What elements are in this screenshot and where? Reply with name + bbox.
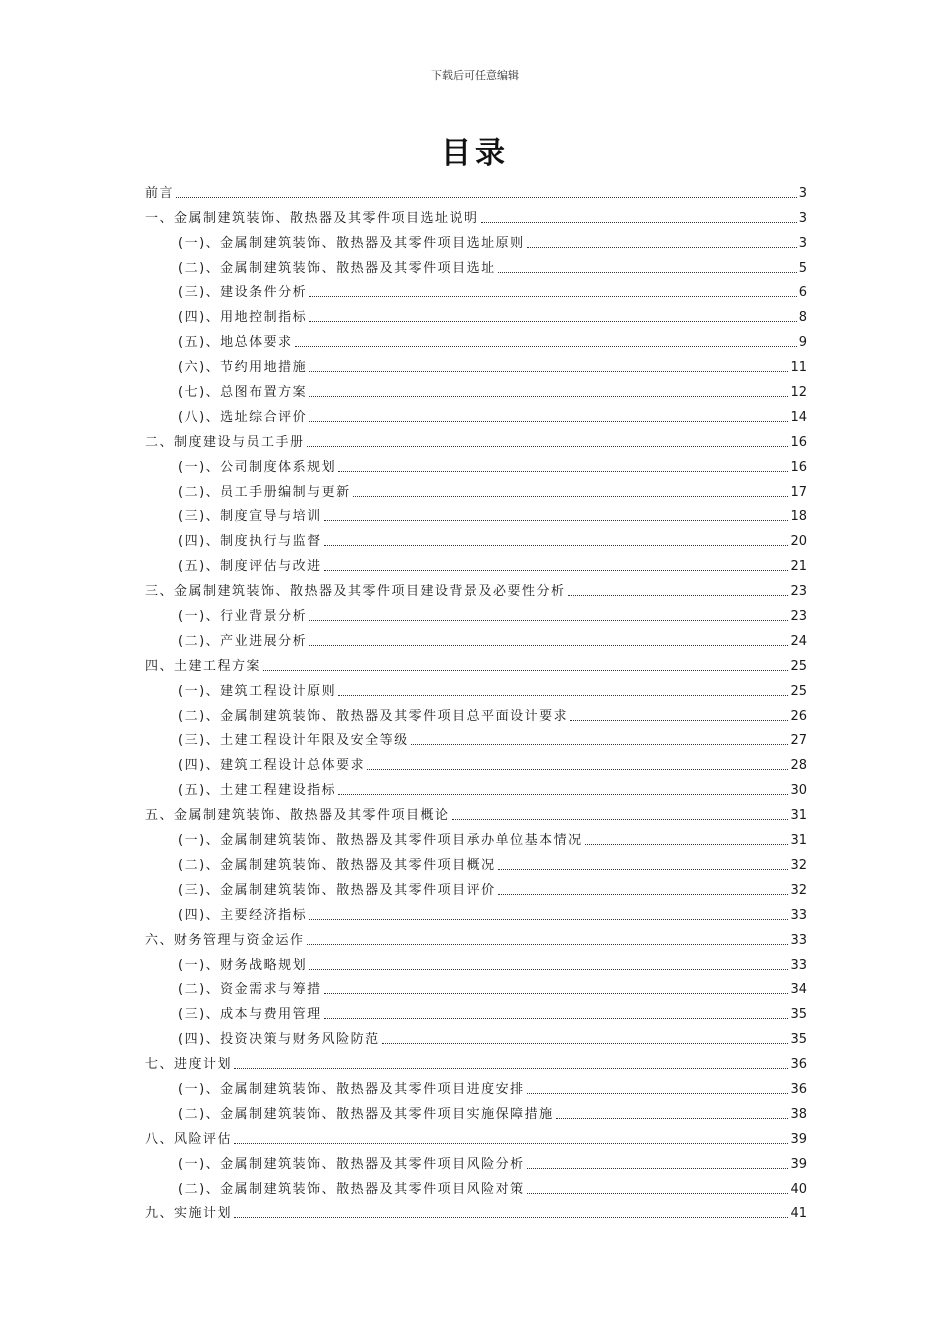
- toc-dot-leader: [234, 1203, 788, 1218]
- toc-entry-page: 39: [790, 1156, 807, 1172]
- toc-entry-page: 33: [790, 932, 807, 948]
- page-title: 目录: [441, 136, 509, 171]
- toc-entry-title: (二)、金属制建筑装饰、散热器及其零件项目选址: [178, 260, 496, 276]
- toc-dot-leader: [309, 357, 788, 372]
- toc-entry-title: (一)、行业背景分析: [178, 609, 308, 625]
- toc-entry-page: 41: [790, 1206, 807, 1222]
- header-note: 下载后可任意编辑: [431, 69, 519, 82]
- toc-entry-page: 6: [798, 285, 807, 301]
- toc-entry[interactable]: [145, 798, 807, 823]
- toc-entry-page: 33: [790, 907, 807, 923]
- table-of-contents: [145, 176, 807, 1221]
- toc-dot-leader: [324, 1004, 789, 1019]
- toc-entry[interactable]: [145, 325, 807, 350]
- toc-entry-title: (四)、主要经济指标: [178, 907, 308, 923]
- toc-entry-page: 33: [790, 957, 807, 973]
- toc-entry-title: (七)、总图布置方案: [178, 385, 308, 401]
- toc-dot-leader: [263, 656, 788, 671]
- toc-entry[interactable]: [145, 674, 807, 699]
- toc-entry[interactable]: [145, 1047, 807, 1072]
- toc-dot-leader: [307, 930, 789, 945]
- toc-dot-leader: [324, 531, 789, 546]
- toc-entry[interactable]: [145, 848, 807, 873]
- toc-entry[interactable]: [145, 1097, 807, 1122]
- toc-dot-leader: [338, 457, 788, 472]
- toc-entry-title: 五、金属制建筑装饰、散热器及其零件项目概论: [145, 808, 450, 824]
- toc-entry[interactable]: [145, 823, 807, 848]
- toc-entry-title: 二、制度建设与员工手册: [145, 434, 305, 450]
- toc-entry-page: 27: [790, 733, 807, 749]
- toc-dot-leader: [324, 556, 789, 571]
- toc-entry-title: (六)、节约用地措施: [178, 360, 308, 376]
- toc-entry-title: (二)、金属制建筑装饰、散热器及其零件项目总平面设计要求: [178, 708, 569, 724]
- toc-dot-leader: [338, 681, 788, 696]
- toc-entry-title: (三)、土建工程设计年限及安全等级: [178, 733, 409, 749]
- toc-entry-title: 八、风险评估: [145, 1131, 233, 1147]
- toc-entry-title: (五)、土建工程建设指标: [178, 783, 337, 799]
- toc-entry[interactable]: [145, 898, 807, 923]
- toc-entry[interactable]: [145, 201, 807, 226]
- toc-entry[interactable]: [145, 1072, 807, 1097]
- toc-entry-title: (五)、地总体要求: [178, 335, 293, 351]
- toc-dot-leader: [309, 905, 788, 920]
- toc-entry[interactable]: [145, 300, 807, 325]
- toc-dot-leader: [382, 1029, 789, 1044]
- toc-entry-page: 14: [790, 409, 807, 425]
- toc-dot-leader: [498, 258, 797, 273]
- toc-entry-title: 前言: [145, 185, 175, 201]
- toc-entry-title: (三)、制度宣导与培训: [178, 509, 322, 525]
- toc-entry[interactable]: [145, 773, 807, 798]
- toc-entry-title: (四)、用地控制指标: [178, 310, 308, 326]
- toc-dot-leader: [338, 780, 788, 795]
- toc-entry[interactable]: [145, 574, 807, 599]
- toc-entry-page: 28: [790, 758, 807, 774]
- toc-dot-leader: [556, 1104, 789, 1119]
- toc-dot-leader: [367, 755, 788, 770]
- toc-dot-leader: [585, 830, 789, 845]
- toc-dot-leader: [309, 407, 788, 422]
- toc-dot-leader: [309, 606, 788, 621]
- toc-entry-title: (一)、金属制建筑装饰、散热器及其零件项目进度安排: [178, 1081, 525, 1097]
- toc-entry[interactable]: [145, 276, 807, 301]
- toc-entry-title: (四)、投资决策与财务风险防范: [178, 1032, 380, 1048]
- toc-entry-title: (三)、金属制建筑装饰、散热器及其零件项目评价: [178, 882, 496, 898]
- toc-entry-page: 40: [790, 1181, 807, 1197]
- toc-entry-title: 三、金属制建筑装饰、散热器及其零件项目建设背景及必要性分析: [145, 584, 566, 600]
- toc-dot-leader: [309, 382, 788, 397]
- toc-entry-title: (三)、建设条件分析: [178, 285, 308, 301]
- toc-entry[interactable]: [145, 699, 807, 724]
- toc-entry[interactable]: [145, 948, 807, 973]
- toc-entry-title: (三)、成本与费用管理: [178, 1007, 322, 1023]
- toc-entry-page: 16: [790, 434, 807, 450]
- toc-entry-page: 32: [790, 857, 807, 873]
- toc-entry-page: 38: [790, 1106, 807, 1122]
- toc-entry[interactable]: [145, 251, 807, 276]
- toc-dot-leader: [498, 855, 789, 870]
- toc-entry-page: 35: [790, 1032, 807, 1048]
- toc-entry-page: 3: [798, 185, 807, 201]
- toc-entry-page: 3: [798, 210, 807, 226]
- toc-entry-page: 34: [790, 982, 807, 998]
- toc-entry[interactable]: [145, 350, 807, 375]
- toc-entry-page: 12: [790, 385, 807, 401]
- toc-entry-title: (二)、金属制建筑装饰、散热器及其零件项目风险对策: [178, 1181, 525, 1197]
- toc-entry-page: 31: [790, 833, 807, 849]
- toc-entry-page: 23: [790, 609, 807, 625]
- toc-dot-leader: [307, 432, 789, 447]
- toc-entry-page: 20: [790, 534, 807, 550]
- toc-entry[interactable]: [145, 475, 807, 500]
- toc-entry-page: 35: [790, 1007, 807, 1023]
- toc-entry-title: (一)、建筑工程设计原则: [178, 683, 337, 699]
- toc-entry[interactable]: [145, 1147, 807, 1172]
- toc-entry[interactable]: [145, 1122, 807, 1147]
- toc-entry-title: (一)、金属制建筑装饰、散热器及其零件项目选址原则: [178, 235, 525, 251]
- toc-entry[interactable]: [145, 599, 807, 624]
- toc-dot-leader: [527, 1079, 789, 1094]
- toc-entry[interactable]: [145, 973, 807, 998]
- toc-entry-page: 9: [798, 335, 807, 351]
- toc-entry[interactable]: [145, 1172, 807, 1197]
- toc-entry[interactable]: [145, 724, 807, 749]
- toc-dot-leader: [481, 208, 797, 223]
- toc-entry-title: 七、进度计划: [145, 1057, 233, 1073]
- toc-entry-page: 21: [790, 559, 807, 575]
- toc-entry[interactable]: [145, 549, 807, 574]
- toc-entry-title: 六、财务管理与资金运作: [145, 932, 305, 948]
- toc-entry[interactable]: [145, 226, 807, 251]
- toc-dot-leader: [324, 979, 789, 994]
- toc-entry-title: 四、土建工程方案: [145, 658, 262, 674]
- toc-dot-leader: [527, 1179, 789, 1194]
- toc-dot-leader: [452, 805, 789, 820]
- toc-dot-leader: [309, 307, 797, 322]
- toc-entry-title: (四)、建筑工程设计总体要求: [178, 758, 366, 774]
- toc-entry-page: 36: [790, 1081, 807, 1097]
- toc-dot-leader: [176, 183, 797, 198]
- toc-dot-leader: [234, 1054, 788, 1069]
- toc-dot-leader: [568, 581, 789, 596]
- toc-entry-title: 九、实施计划: [145, 1206, 233, 1222]
- toc-entry-title: (二)、资金需求与筹措: [178, 982, 322, 998]
- toc-dot-leader: [295, 332, 797, 347]
- toc-entry[interactable]: [145, 500, 807, 525]
- toc-entry-page: 30: [790, 783, 807, 799]
- toc-entry-page: 25: [790, 683, 807, 699]
- toc-entry-page: 32: [790, 882, 807, 898]
- toc-entry-page: 26: [790, 708, 807, 724]
- toc-entry-title: (二)、金属制建筑装饰、散热器及其零件项目概况: [178, 857, 496, 873]
- toc-dot-leader: [309, 955, 788, 970]
- toc-entry-page: 11: [790, 360, 807, 376]
- toc-entry[interactable]: [145, 425, 807, 450]
- toc-entry[interactable]: [145, 1022, 807, 1047]
- toc-entry-title: (二)、金属制建筑装饰、散热器及其零件项目实施保障措施: [178, 1106, 554, 1122]
- toc-dot-leader: [309, 631, 788, 646]
- toc-entry-page: 39: [790, 1131, 807, 1147]
- toc-entry-page: 24: [790, 633, 807, 649]
- toc-entry-page: 31: [790, 808, 807, 824]
- toc-entry[interactable]: [145, 624, 807, 649]
- toc-entry[interactable]: [145, 649, 807, 674]
- toc-dot-leader: [411, 730, 789, 745]
- toc-entry[interactable]: [145, 524, 807, 549]
- toc-dot-leader: [527, 233, 797, 248]
- toc-dot-leader: [353, 482, 789, 497]
- toc-entry-title: (二)、产业进展分析: [178, 633, 308, 649]
- toc-dot-leader: [527, 1154, 789, 1169]
- toc-entry[interactable]: [145, 923, 807, 948]
- toc-entry[interactable]: [145, 450, 807, 475]
- toc-dot-leader: [498, 880, 789, 895]
- toc-entry-page: 16: [790, 459, 807, 475]
- toc-entry-title: (八)、选址综合评价: [178, 409, 308, 425]
- toc-entry[interactable]: [145, 748, 807, 773]
- toc-entry-page: 5: [798, 260, 807, 276]
- toc-entry[interactable]: [145, 997, 807, 1022]
- toc-entry-page: 25: [790, 658, 807, 674]
- toc-entry-title: (五)、制度评估与改进: [178, 559, 322, 575]
- toc-dot-leader: [309, 282, 797, 297]
- toc-dot-leader: [324, 506, 789, 521]
- toc-entry[interactable]: [145, 400, 807, 425]
- toc-dot-leader: [570, 706, 788, 721]
- toc-entry-page: 18: [790, 509, 807, 525]
- toc-entry-page: 3: [798, 235, 807, 251]
- toc-entry-page: 23: [790, 584, 807, 600]
- toc-entry-title: (四)、制度执行与监督: [178, 534, 322, 550]
- toc-dot-leader: [234, 1129, 788, 1144]
- toc-entry-page: 17: [790, 484, 807, 500]
- toc-entry-page: 36: [790, 1057, 807, 1073]
- toc-entry-page: 8: [798, 310, 807, 326]
- toc-entry-title: (一)、金属制建筑装饰、散热器及其零件项目风险分析: [178, 1156, 525, 1172]
- toc-entry-title: (一)、财务战略规划: [178, 957, 308, 973]
- toc-entry[interactable]: [145, 176, 807, 201]
- toc-entry[interactable]: [145, 375, 807, 400]
- toc-entry-title: (一)、金属制建筑装饰、散热器及其零件项目承办单位基本情况: [178, 833, 583, 849]
- toc-entry-title: (一)、公司制度体系规划: [178, 459, 337, 475]
- toc-entry[interactable]: [145, 1197, 807, 1222]
- toc-entry[interactable]: [145, 873, 807, 898]
- toc-entry-title: 一、金属制建筑装饰、散热器及其零件项目选址说明: [145, 210, 479, 226]
- toc-entry-title: (二)、员工手册编制与更新: [178, 484, 351, 500]
